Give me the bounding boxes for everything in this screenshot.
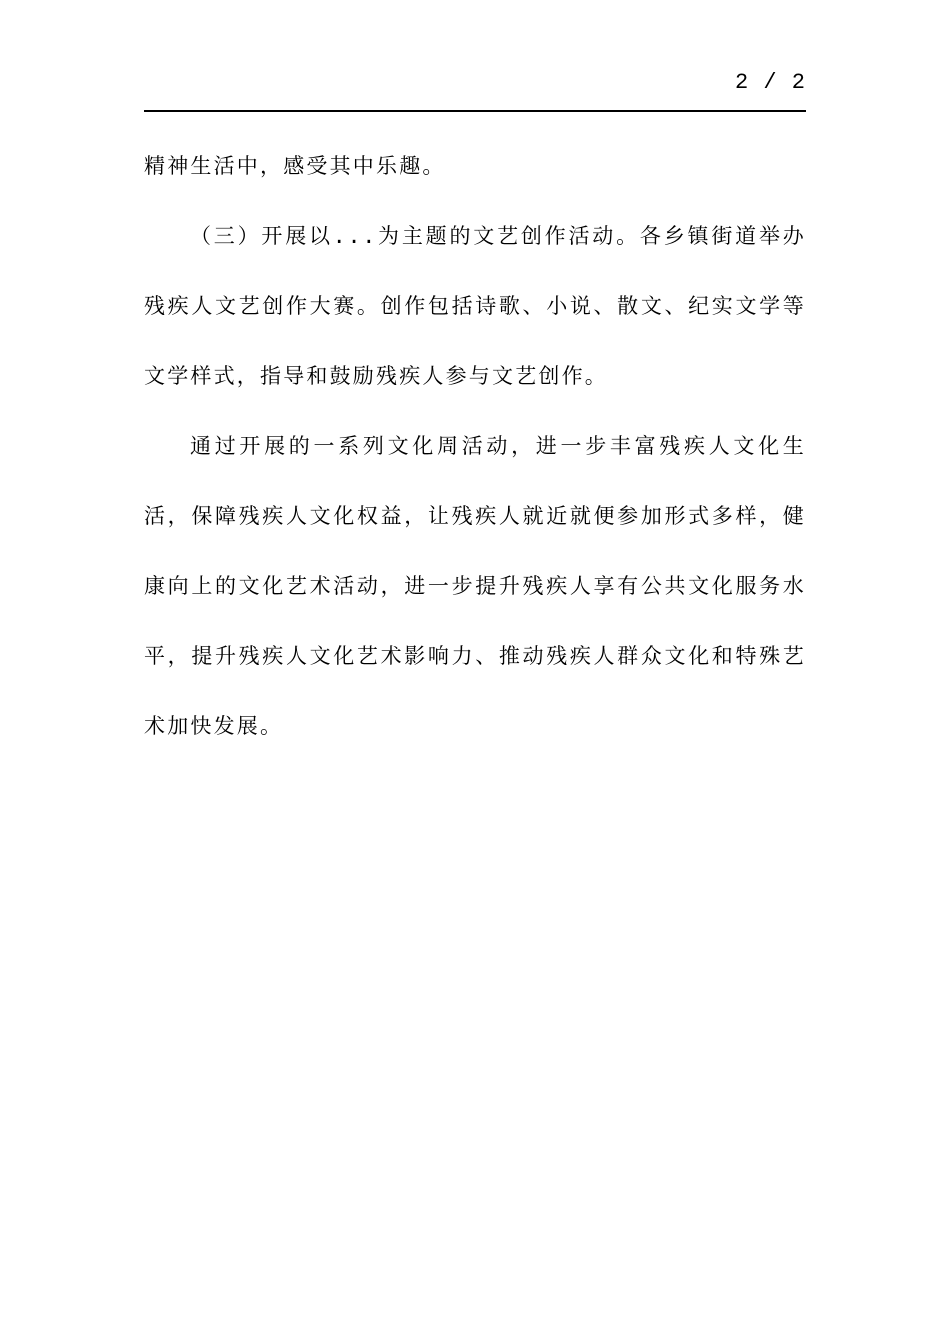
page-number: 2 / 2	[734, 70, 806, 95]
paragraph-conclusion: 通过开展的一系列文化周活动，进一步丰富残疾人文化生活，保障残疾人文化权益，让残疾人就近就便参加形式多样，健康向上的文化艺术活动，进一步提升残疾人享有公共文化服务水平，提升残疾人文化艺术影响力、推动残疾人群众文化和特殊艺术加快发展。	[144, 434, 806, 738]
header-divider	[144, 110, 806, 112]
paragraph-creative-activity: （三）开展以...为主题的文艺创作活动。各乡镇街道举办残疾人文艺创作大赛。创作包括诗歌、小说、散文、纪实文学等文学样式，指导和鼓励残疾人参与文艺创作。	[144, 224, 806, 388]
paragraph-continuation: 精神生活中，感受其中乐趣。	[144, 154, 446, 178]
document-body	[144, 131, 806, 761]
